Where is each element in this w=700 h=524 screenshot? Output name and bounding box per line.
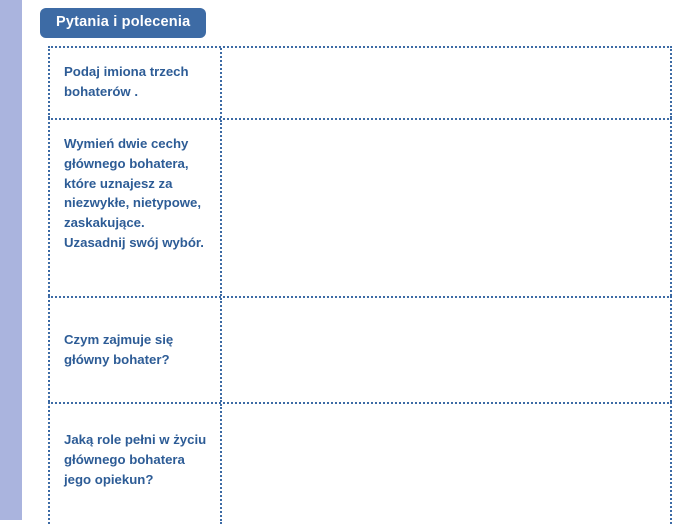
answer-cell[interactable] — [222, 404, 670, 524]
answer-cell[interactable] — [222, 48, 670, 118]
section-title: Pytania i polecenia — [40, 8, 206, 38]
worksheet-content — [22, 0, 700, 520]
table-row — [48, 402, 672, 524]
left-decorative-rail — [0, 0, 22, 520]
table-row — [48, 118, 672, 296]
question-cell: Jaką role pełni w życiu głównego bohatera jego opiekun? — [50, 404, 222, 524]
questions-table — [48, 46, 672, 524]
question-cell: Wymień dwie cechy głównego bohatera, które uznajesz za niezwykłe, nietypowe, zaskakujące. Uzasadnij swój wybór. — [50, 120, 222, 296]
table-row — [48, 296, 672, 402]
table-row — [48, 46, 672, 118]
question-cell: Czym zajmuje się główny bohater? — [50, 298, 222, 402]
question-cell: Podaj imiona trzech bohaterów . — [50, 48, 222, 118]
answer-cell[interactable] — [222, 298, 670, 402]
answer-cell[interactable] — [222, 120, 670, 296]
